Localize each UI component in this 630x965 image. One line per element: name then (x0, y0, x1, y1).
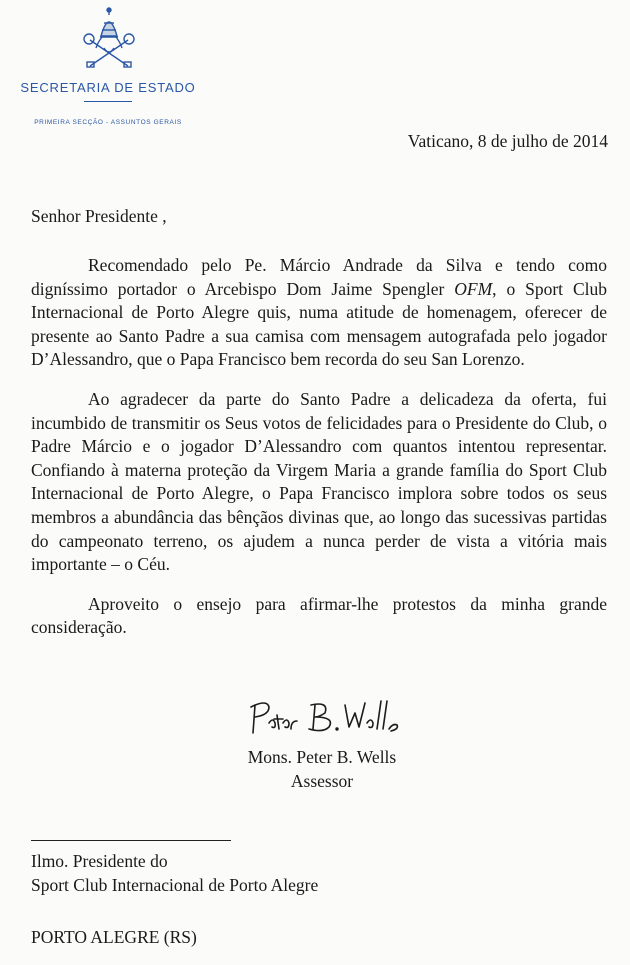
org-subtitle: PRIMEIRA SECÇÃO - ASSUNTOS GERAIS (34, 119, 182, 126)
paragraph-3: Aproveito o ensejo para afirmar-lhe protestos da minha grande consideração. (31, 593, 607, 638)
recipient-line-2: Sport Club Internacional de Porto Alegre (31, 875, 319, 895)
papal-crest-icon (80, 6, 138, 72)
salutation: Senhor Presidente , (31, 206, 167, 226)
recipient-line-1: Ilmo. Presidente do (31, 851, 168, 871)
paragraph-1-start: Recomendado pelo Pe. Márcio Andrade da Silva e tendo como digníssimo portador o Arcebispo Dom Jaime Spengler (31, 255, 607, 299)
signer-title: Assessor (290, 771, 354, 791)
signer-name: Mons. Peter B. Wells (247, 747, 397, 767)
paragraph-2: Ao agradecer da parte do Santo Padre a delicadeza da oferta, fui incumbido de transmitir os Seus votos de felicidades para o Presidente do Club, o Padre Márcio e o jogador D’Alessandro com quantos intentou representar. Confiando à materna proteção da Virgem Maria a grande família do Sport Club Internacional de Porto Alegre, o Papa Francisco implora sobre todos os seus membros a abundância das bênçãos divinas que, ao longo das sucessivas partidas do campeonato terreno, os ajudem a nunca perder de vista a vitória mais importante – o Céu. (31, 388, 607, 575)
paragraph-1-end: , o Sport Club Internacional de Porto Alegre quis, numa atitude de homenagem, oferecer de presente ao Santo Padre a sua camisa com mensagem autografada pelo jogador D’Alessandro, que o Papa Francisco bem recorda do seu San Lorenzo. (31, 278, 607, 370)
letter-date: Vaticano, 8 de julho de 2014 (407, 131, 608, 151)
paragraph-1 (31, 254, 607, 372)
address-divider (31, 840, 231, 841)
org-name: SECRETARIA DE ESTADO (20, 80, 196, 95)
handwritten-signature (245, 693, 405, 739)
letter-body (31, 254, 607, 656)
letterhead-divider (84, 101, 132, 102)
paragraph-1-italic: OFM (454, 278, 493, 299)
recipient-city: PORTO ALEGRE (RS) (31, 927, 197, 947)
